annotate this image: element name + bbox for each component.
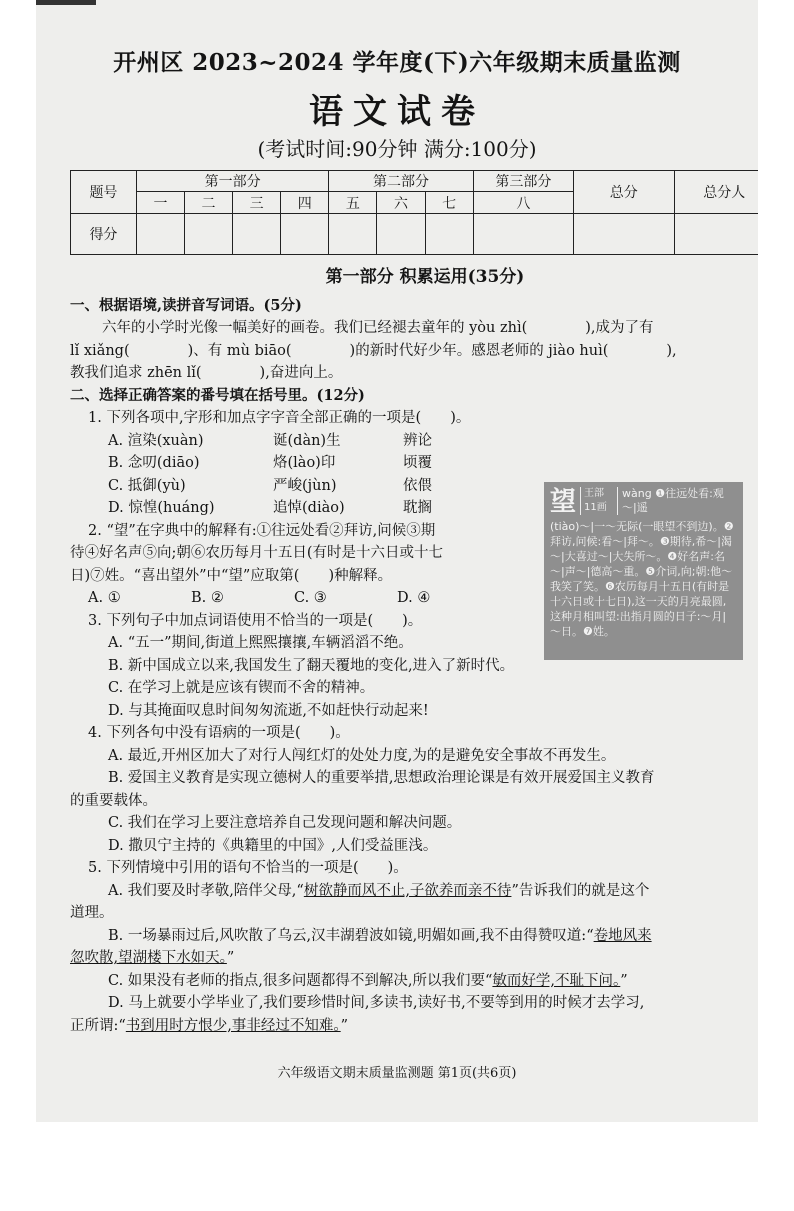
score-cell[interactable] (329, 214, 377, 255)
q-num: 六 (377, 192, 425, 214)
q-num: 三 (233, 192, 281, 214)
exam-page (36, 0, 758, 1122)
q3-option: A. “五一”期间,街道上熙熙攘攘,车辆滔滔不绝。 (108, 635, 413, 651)
q2-line: 日)⑦姓。“喜出望外”中“望”应取第( )种解释。 (70, 567, 393, 584)
q5-option-d: D. 马上就要小学毕业了,我们要珍惜时间,多读书,读好书,不要等到用的时候才去学习, (108, 995, 645, 1011)
exam-header-line: 开州区 2023~2024 学年度(下)六年级期末质量监测 (113, 49, 681, 76)
section1-text-line: 六年的小学时光像一幅美好的画卷。我们已经褪去童年的 yòu zhì( ),成为了有 (102, 320, 654, 336)
q5-stem: 5. 下列情境中引用的语句不恰当的一项是( )。 (88, 860, 408, 876)
q5-option-a: A. 我们要及时孝敬,陪伴父母,“树欲静而风不止,子欲养而亲不待”告诉我们的就是这个 (108, 882, 650, 899)
score-cell[interactable] (425, 214, 473, 255)
q5-option-a-cont: 道理。 (70, 905, 114, 921)
score-cell[interactable] (281, 214, 329, 255)
scorer-label: 总分人 (674, 171, 758, 214)
section2-title: 二、选择正确答案的番号填在括号里。(12分) (70, 386, 365, 404)
total-label: 总分 (574, 171, 674, 214)
q1-stem: 1. 下列各项中,字形和加点字字音全部正确的一项是( )。 (88, 410, 471, 426)
q-num: 四 (281, 192, 329, 214)
part1-header: 第一部分 (136, 171, 328, 192)
dictionary-entry-box (544, 482, 743, 660)
section1-text-line: 教我们追求 zhēn lǐ( ),奋进向上。 (70, 365, 343, 381)
page-footer: 六年级语文期末质量监测题 第1页(共6页) (277, 1066, 517, 1081)
q4-option-c: C. 我们在学习上要注意培养自己发现问题和解决问题。 (108, 815, 462, 831)
score-cell[interactable] (473, 214, 573, 255)
page-edge (36, 0, 96, 5)
q3-option: B. 新中国成立以来,我国发生了翻天覆地的变化,进入了新时代。 (108, 657, 515, 674)
q4-option-a: A. 最近,开州区加大了对行人闯红灯的处处力度,为的是避免安全事故不再发生。 (108, 747, 616, 764)
q3-option: D. 与其掩面叹息时间匆匆流逝,不如赶快行动起来! (108, 702, 429, 719)
section1-text-line: lǐ xiǎng( )、有 mù biāo( )的新时代好少年。感恩老师的 jiào huì( ), (70, 342, 677, 359)
q3-stem: 3. 下列句子中加点词语使用不恰当的一项是( )。 (88, 612, 423, 629)
q4-option-d: D. 撒贝宁主持的《典籍里的中国》,人们受益匪浅。 (108, 837, 438, 854)
part3-header: 第三部分 (473, 171, 573, 192)
section1-title: 一、根据语境,读拼音写词语。(5分) (70, 296, 302, 314)
part1-title: 第一部分 积累运用(35分) (325, 267, 525, 287)
dictionary-head: wàng ❶往远处看:观～|遥 (622, 487, 724, 514)
score-cell[interactable] (185, 214, 233, 255)
dictionary-char: 望 (550, 487, 577, 517)
q-num: 五 (329, 192, 377, 214)
exam-title: 语文试卷 (309, 92, 485, 132)
score-cell[interactable] (136, 214, 184, 255)
q4-option-b: B. 爱国主义教育是实现立德树人的重要举措,思想政治理论课是有效开展爱国主义教育 (108, 770, 655, 786)
q1-option-b: B. 念叨(diāo) 烙(lào)印 顷覆 (108, 455, 432, 471)
q5-option-d-cont: 正所谓:“书到用时方恨少,事非经过不知难。” (70, 1017, 349, 1034)
defen-label: 得分 (71, 214, 137, 255)
scorer-cell[interactable] (674, 214, 758, 255)
q-num: 一 (136, 192, 184, 214)
dictionary-meta: 王部 11画 (580, 487, 618, 515)
dictionary-body: (tiào)～|一～无际(一眼望不到边)。❷拜访,问候:看～|拜～。❸期待,希～|渴～|大喜过～|大失所～。❹好名声:名～|声～|德高～重。❺介词,向;朝:他～我笑了笑。❻农历每月十五日(有时是十六日或十七日),这一天的月亮最圆,这种月相叫望:出指月圆的日子:～月|～日。❼姓。 (550, 520, 734, 638)
q3-option: C. 在学习上就是应该有锲而不舍的精神。 (108, 680, 375, 696)
q4-option-b-cont: 的重要载体。 (70, 792, 157, 809)
score-table (70, 170, 758, 255)
part2-header: 第二部分 (329, 171, 473, 192)
score-cell[interactable] (377, 214, 425, 255)
score-table-score-row (71, 214, 759, 255)
q4-stem: 4. 下列各句中没有语病的一项是( )。 (88, 725, 350, 741)
q2-line: 待④好名声⑤向;朝⑥农历每月十五日(有时是十六日或十七 (70, 545, 444, 561)
q2-options: A. ① B. ② C. ③ D. ④ (88, 590, 431, 606)
q2-line: 2. “望”在字典中的解释有:①往远处看②拜访,问候③期 (88, 522, 436, 539)
q-num: 八 (473, 192, 573, 214)
q5-option-c: C. 如果没有老师的指点,很多问题都得不到解决,所以我们要“敏而好学,不耻下问。” (108, 972, 628, 989)
q1-option-d: D. 惊惶(huáng) 追悼(diào) 耽搁 (108, 500, 432, 516)
score-table-header-row (71, 171, 759, 192)
exam-time-score: (考试时间:90分钟 满分:100分) (257, 137, 537, 161)
q5-option-b-cont: 忽吹散,望湖楼下水如天。” (70, 950, 235, 966)
q-num: 二 (185, 192, 233, 214)
q5-option-b: B. 一场暴雨过后,风吹散了乌云,汉丰湖碧波如镜,明媚如画,我不由得赞叹道:“卷地风来 (108, 927, 652, 944)
q1-option-a: A. 渲染(xuàn) 诞(dàn)生 辨论 (108, 432, 432, 449)
score-cell[interactable] (233, 214, 281, 255)
q-num: 七 (425, 192, 473, 214)
tihao-label: 题号 (71, 171, 137, 214)
q1-option-c: C. 抵御(yù) 严峻(jùn) 依偎 (108, 477, 432, 494)
total-score-cell[interactable] (574, 214, 674, 255)
